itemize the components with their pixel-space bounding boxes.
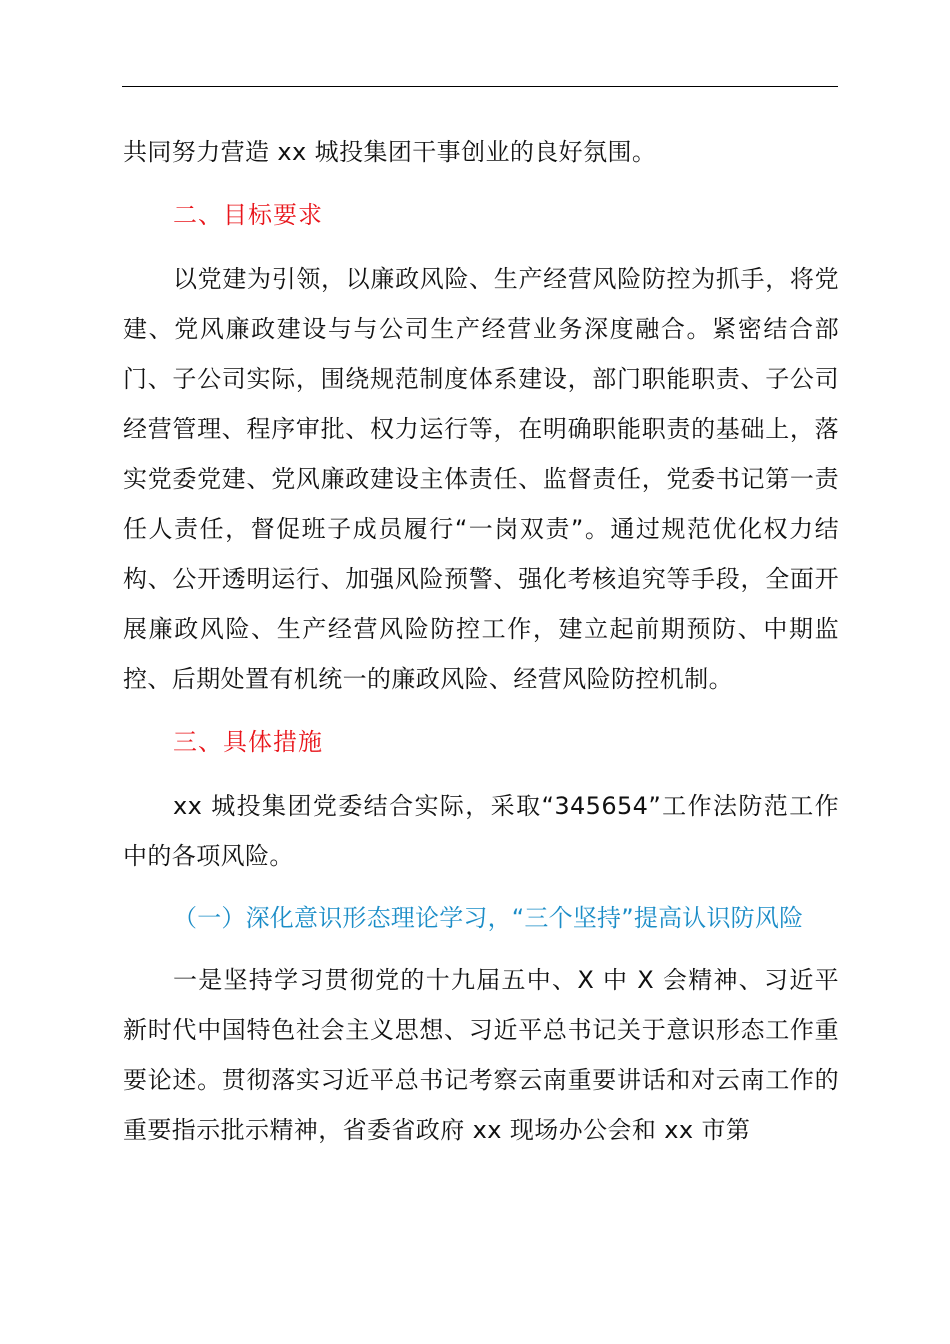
goals-paragraph: 以党建为引领，以廉政风险、生产经营风险防控为抓手，将党建、党风廉政建设与与公司生产经营业务深度融合。紧密结合部门、子公司实际，围绕规范制度体系建设，部门职能职责、子公司经营管理、程序审批、权力运行等，在明确职能职责的基础上，落实党委党建、党风廉政建设主体责任、监督责任，党委书记第一责任人责任，督促班子成员履行“一岗双责”。通过规范优化权力结构、公开透明运行、加强风险预警、强化考核追究等手段，全面开展廉政风险、生产经营风险防控工作，建立起前期预防、中期监控、后期处置有机统一的廉政风险、经营风险防控机制。 <box>123 265 839 693</box>
header-rule <box>122 86 838 87</box>
document-body <box>123 127 839 1155</box>
section-heading-goals: 二、目标要求 <box>173 201 323 229</box>
section-heading-measures: 三、具体措施 <box>173 728 323 756</box>
measures-intro-paragraph: xx 城投集团党委结合实际，采取“345654”工作法防范工作中的各项风险。 <box>123 792 839 870</box>
subsection-1-paragraph: 一是坚持学习贯彻党的十九届五中、X 中 X 会精神、习近平新时代中国特色社会主义思想、习近平总书记关于意识形态工作重要论述。贯彻落实习近平总书记考察云南重要讲话和对云南工作的重要指示批示精神，省委省政府 xx 现场办公会和 xx 市第 <box>123 966 839 1144</box>
continuation-paragraph: 共同努力营造 xx 城投集团干事创业的良好氛围。 <box>123 138 657 166</box>
subsection-heading-1: （一）深化意识形态理论学习，“三个坚持”提高认识防风险 <box>173 904 804 932</box>
